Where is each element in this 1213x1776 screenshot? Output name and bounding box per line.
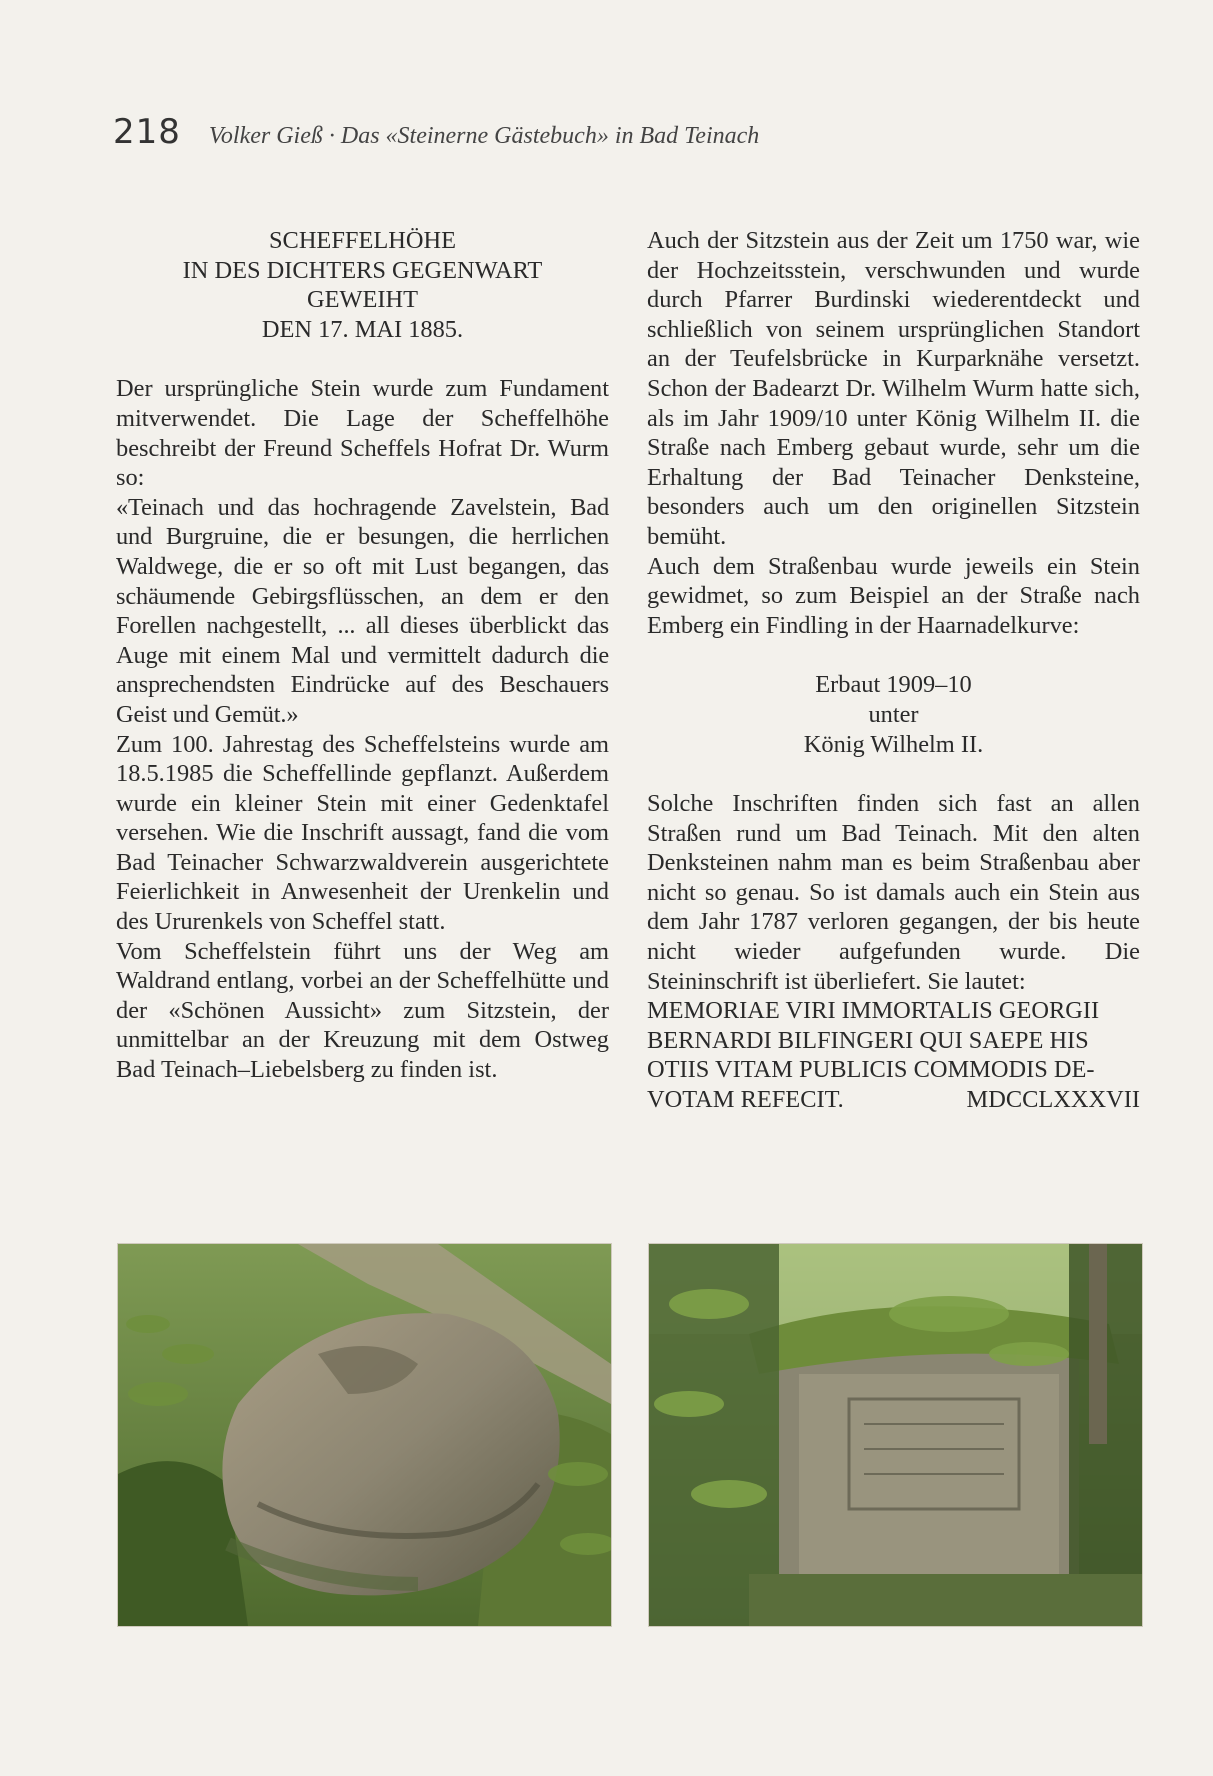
- right-column: [647, 226, 1140, 1115]
- strassenbau-inscription: [647, 670, 1140, 759]
- inscription-line: GEWEIHT: [306, 286, 419, 314]
- inscription-line: DEN 17. MAI 1885.: [261, 315, 464, 343]
- rock-in-forest-image: [118, 1244, 611, 1626]
- inscription-line: Erbaut 1909–10: [815, 671, 972, 699]
- scheffelhoehe-inscription: [116, 226, 609, 344]
- latin-line: OTIIS VITAM PUBLICIS COMMODIS DE-: [647, 1056, 1095, 1084]
- memorial-stone-photo: [648, 1243, 1143, 1627]
- latin-inscription: [647, 996, 1140, 1114]
- page-number: 218: [113, 112, 181, 152]
- paragraph: Auch dem Straßenbau wurde jeweils ein Stein gewidmet, so zum Beispiel an der Straße nach Emberg ein Findling in der Haarnadelkurve:: [647, 552, 1140, 639]
- inscription-line: unter: [868, 700, 919, 728]
- latin-line: [647, 1085, 1140, 1115]
- latin-year: MDCCLXXXVII: [966, 1086, 1140, 1114]
- paragraph: Auch der Sitzstein aus der Zeit um 1750 war, wie der Hochzeitsstein, verschwunden und wurde durch Pfarrer Burdinski wiederentdeckt und schließlich von seinem ursprünglichen Standort an der Teufelsbrücke in Kurparknähe versetzt. Schon der Badearzt Dr. Wilhelm Wurm hatte sich, als im Jahr 1909/10 unter König Wilhelm II. die Straße nach Emberg gebaut wurde, sehr um die Erhaltung der Bad Teinacher Denksteine, besonders auch um den originellen Sitzstein bemüht.: [647, 227, 1140, 550]
- inscription-line: SCHEFFELHÖHE: [268, 227, 456, 254]
- quote-paragraph: «Teinach und das hochragende Zavelstein, Bad und Burgruine, die er besungen, die herrlichen Waldwege, die er so oft mit Lust begangen, das schäumende Gebirgsflüsschen, an dem er den Forellen nachgestellt, ... all dieses überblickt das Auge mit einem Mal und vermittelt dadurch die ansprechendsten Eindrücke auf des Beschauers Geist und Gemüt.»: [116, 493, 609, 728]
- latin-line: MEMORIAE VIRI IMMORTALIS GEORGII: [647, 997, 1100, 1025]
- running-title: Volker Gieß · Das «Steinerne Gästebuch» in Bad Teinach: [208, 123, 760, 149]
- paragraph: Der ursprüngliche Stein wurde zum Fundament mitverwendet. Die Lage der Scheffelhöhe beschreibt der Freund Scheffels Hofrat Dr. Wurm so:: [116, 375, 609, 492]
- inscription-line: IN DES DICHTERS GEGENWART: [182, 256, 543, 284]
- paragraph: Vom Scheffelstein führt uns der Weg am Waldrand entlang, vorbei an der Scheffelhütte und der «Schönen Aussicht» zum Sitzstein, der unmittelbar an der Kreuzung mit dem Ostweg Bad Teinach–Liebelsberg zu finden ist.: [116, 937, 609, 1084]
- paragraph: Zum 100. Jahrestag des Scheffelsteins wurde am 18.5.1985 die Scheffellinde gepflanzt. Außerdem wurde ein kleiner Stein mit einer Gedenktafel versehen. Wie die Inschrift aussagt, fand die vom Bad Teinacher Schwarzwaldverein ausgerichtete Feierlichkeit in Anwesenheit der Urenkelin und des Ururenkels von Scheffel statt.: [116, 730, 609, 936]
- inscription-line: König Wilhelm II.: [803, 730, 984, 758]
- latin-last: VOTAM REFECIT.: [647, 1086, 844, 1114]
- page-header: [113, 112, 759, 162]
- paragraph: Solche Inschriften finden sich fast an allen Straßen rund um Bad Teinach. Mit den alten Denksteinen nahm man es beim Straßenbau aber nicht so genau. So ist damals auch ein Stein aus dem Jahr 1787 verloren gegangen, der bis heute nicht wieder aufgefunden wurde. Die Steininschrift ist überliefert. Sie lautet:: [647, 790, 1140, 995]
- latin-line: BERNARDI BILFINGERI QUI SAEPE HIS: [647, 1026, 1089, 1054]
- left-column: [116, 226, 609, 1085]
- scheffelstein-photo: [117, 1243, 612, 1627]
- inscribed-stone-image: [649, 1244, 1142, 1626]
